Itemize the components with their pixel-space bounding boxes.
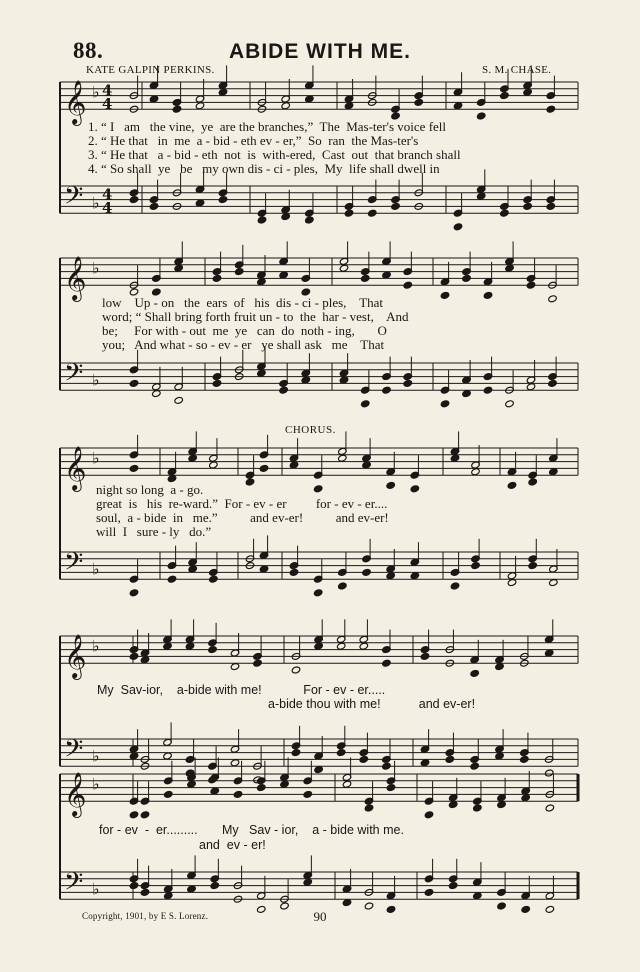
verse-4-line-1: 4. “ So shall ye be my own dis - ci - ples, My life shall dwell in — [88, 161, 440, 176]
note-head — [289, 461, 298, 469]
note-head — [314, 766, 323, 774]
note-head — [368, 209, 377, 217]
note-head — [338, 582, 347, 590]
note-head — [382, 762, 391, 770]
time-signature: 4 — [102, 199, 113, 218]
note-head — [410, 485, 419, 493]
flat-icon: ♭ — [92, 774, 100, 794]
note-head — [257, 784, 266, 792]
note-head — [424, 811, 433, 819]
note-head — [188, 454, 197, 462]
note-head — [359, 755, 368, 763]
note-head — [301, 376, 310, 384]
chorus-line-4-upper: My Sav-ior, a-bide with me! For - ev - er..... — [97, 683, 386, 697]
note-head — [149, 202, 158, 210]
note-head — [257, 216, 266, 224]
note-head — [476, 112, 485, 120]
flat-icon: ♭ — [92, 636, 100, 656]
note-head — [420, 652, 429, 660]
note-head — [313, 485, 322, 493]
note-head — [259, 565, 268, 573]
note-head — [361, 274, 370, 282]
note-head — [305, 216, 314, 224]
note-head — [505, 400, 514, 408]
flat-icon: ♭ — [92, 448, 100, 468]
bass-clef-icon: 𝄢 — [64, 547, 84, 583]
note-head — [471, 468, 480, 476]
note-head — [164, 790, 173, 798]
verse-2-line-2: word; “ Shall bring forth fruit un - to the har - vest, And — [102, 309, 409, 324]
note-head — [210, 787, 219, 795]
note-head — [448, 801, 457, 809]
verse-1-line-1: 1. “ I am the vine, ye are the branches,” The Mas-ter's voice fell — [88, 119, 447, 134]
note-head — [218, 196, 227, 204]
note-head — [420, 759, 429, 767]
note-head — [281, 102, 290, 110]
note-head — [314, 642, 323, 650]
note-head — [500, 209, 509, 217]
chorus-label: CHORUS. — [285, 424, 336, 436]
note-head — [448, 882, 457, 890]
flat-icon: ♭ — [92, 82, 100, 102]
note-head — [544, 769, 553, 777]
note-head — [382, 386, 391, 394]
note-head — [495, 752, 504, 760]
verse-2-line-3: great is his re-ward.” For - ev - er for - ev - er.... — [96, 496, 388, 511]
note-head — [212, 379, 221, 387]
note-head — [129, 652, 138, 660]
note-head — [483, 386, 492, 394]
time-signature: 4 — [102, 185, 113, 204]
note-head — [338, 454, 347, 462]
page-number: 90 — [313, 909, 327, 924]
note-head — [500, 92, 509, 100]
treble-clef-icon: 𝄞 — [64, 446, 87, 491]
note-head — [339, 376, 348, 384]
note-head — [483, 291, 492, 299]
note-head — [526, 281, 535, 289]
note-head — [140, 888, 149, 896]
verse-3-line-1: 3. “ He that a - bid - eth not is with-ered, Cast out that branch shall — [88, 147, 461, 162]
note-head — [279, 386, 288, 394]
note-head — [545, 804, 554, 812]
bass-clef-icon: 𝄢 — [64, 358, 84, 394]
note-head — [548, 379, 557, 387]
note-head — [344, 102, 353, 110]
note-head — [520, 755, 529, 763]
note-head — [209, 575, 218, 583]
note-head — [208, 646, 217, 654]
note-head — [230, 663, 239, 671]
note-head — [129, 196, 138, 204]
verse-3-line-2: be; For with - out me ye can do noth - ing, O — [102, 323, 387, 338]
note-head — [313, 589, 322, 597]
note-head — [473, 892, 482, 900]
note-head — [473, 804, 482, 812]
note-head — [233, 790, 242, 798]
note-head — [470, 762, 479, 770]
note-head — [303, 790, 312, 798]
note-head — [336, 749, 345, 757]
flat-icon: ♭ — [92, 193, 100, 213]
treble-clef-icon: 𝄞 — [64, 80, 87, 125]
note-head — [187, 780, 196, 788]
note-head — [257, 369, 266, 377]
note-head — [195, 199, 204, 207]
note-head — [548, 295, 557, 303]
note-head — [174, 396, 183, 404]
note-head — [546, 202, 555, 210]
note-head — [149, 95, 158, 103]
note-head — [129, 811, 138, 819]
copyright-notice: Copyright, 1901, by E S. Lorenz. — [82, 911, 209, 921]
note-head — [386, 572, 395, 580]
note-head — [257, 278, 266, 286]
note-head — [403, 281, 412, 289]
note-head — [129, 752, 138, 760]
time-signature: 4 — [102, 81, 113, 100]
note-head — [507, 579, 516, 587]
note-head — [289, 568, 298, 576]
note-head — [523, 88, 532, 96]
note-head — [450, 582, 459, 590]
note-head — [497, 801, 506, 809]
note-head — [410, 572, 419, 580]
note-head — [526, 383, 535, 391]
note-head — [212, 274, 221, 282]
chorus-line-4-lower: a-bide thou with me! and ev-er! — [268, 697, 476, 711]
note-head — [505, 264, 514, 272]
note-head — [344, 209, 353, 217]
note-head — [549, 468, 558, 476]
note-head — [462, 274, 471, 282]
flat-icon: ♭ — [92, 879, 100, 899]
note-head — [129, 882, 138, 890]
note-head — [462, 390, 471, 398]
note-head — [336, 642, 345, 650]
note-head — [342, 899, 351, 907]
verse-4-line-2: you; And what - so - ev - er ye shall ask me That — [102, 337, 385, 352]
note-head — [187, 885, 196, 893]
time-signature: 4 — [102, 95, 113, 114]
note-head — [453, 102, 462, 110]
composer-credit: S. M. CHASE. — [482, 64, 552, 76]
note-head — [303, 878, 312, 886]
note-head — [359, 642, 368, 650]
note-head — [445, 755, 454, 763]
note-head — [218, 88, 227, 96]
note-head — [342, 780, 351, 788]
note-head — [339, 264, 348, 272]
note-head — [549, 579, 558, 587]
note-head — [259, 464, 268, 472]
note-head — [234, 268, 243, 276]
verse-1-line-2: low Up - on the ears of his dis - ci - ples, That — [102, 295, 384, 310]
bass-clef-icon: 𝄢 — [64, 867, 84, 903]
hymn-title: ABIDE WITH ME. — [229, 40, 411, 63]
note-head — [129, 379, 138, 387]
note-head — [164, 892, 173, 900]
note-head — [440, 400, 449, 408]
note-head — [382, 659, 391, 667]
note-head — [386, 784, 395, 792]
note-head — [386, 481, 395, 489]
note-head — [440, 291, 449, 299]
note-head — [291, 666, 300, 674]
treble-clef-icon: 𝄞 — [64, 634, 87, 679]
note-head — [495, 663, 504, 671]
note-head — [382, 271, 391, 279]
note-head — [210, 882, 219, 890]
bass-clef-icon: 𝄢 — [64, 181, 84, 217]
note-head — [364, 804, 373, 812]
note-head — [528, 478, 537, 486]
treble-clef-icon: 𝄞 — [64, 256, 87, 301]
note-head — [507, 481, 516, 489]
note-head — [174, 264, 183, 272]
hymn-number: 88. — [73, 38, 104, 63]
note-head — [230, 759, 239, 767]
note-head — [291, 749, 300, 757]
verse-3-line-3: soul, a - bide in me.” and ev-er! and ev-er! — [96, 510, 389, 525]
note-head — [521, 794, 530, 802]
note-head — [471, 562, 480, 570]
note-head — [163, 642, 172, 650]
note-head — [280, 780, 289, 788]
verse-2-line-1: 2. “ He that in me a - bid - eth ev - er,” So ran the Mas-ter's — [88, 133, 419, 148]
note-head — [172, 105, 181, 113]
note-head — [528, 562, 537, 570]
note-head — [546, 105, 555, 113]
flat-icon: ♭ — [92, 258, 100, 278]
note-head — [163, 752, 172, 760]
note-head — [140, 811, 149, 819]
verse-4-line-3: will I sure - ly do.” — [96, 524, 212, 539]
note-head — [362, 568, 371, 576]
note-head — [450, 454, 459, 462]
note-head — [253, 659, 262, 667]
note-head — [523, 202, 532, 210]
note-head — [152, 390, 161, 398]
note-head — [140, 656, 149, 664]
note-head — [281, 213, 290, 221]
flat-icon: ♭ — [92, 559, 100, 579]
note-head — [544, 649, 553, 657]
author-credit: KATE GALPIN PERKINS. — [86, 64, 215, 76]
note-head — [305, 95, 314, 103]
note-head — [470, 669, 479, 677]
note-head — [391, 202, 400, 210]
note-head — [167, 575, 176, 583]
verse-1-line-3: night so long a - go. — [96, 482, 204, 497]
note-head — [279, 271, 288, 279]
chorus-line-5-upper: for - ev - er......... My Sav - ior, a - bide with me. — [99, 823, 404, 837]
note-head — [129, 464, 138, 472]
note-head — [245, 478, 254, 486]
flat-icon: ♭ — [92, 370, 100, 390]
note-head — [209, 461, 218, 469]
note-head — [188, 565, 197, 573]
bass-clef-icon: 𝄢 — [64, 734, 84, 770]
note-head — [361, 400, 370, 408]
flat-icon: ♭ — [92, 746, 100, 766]
chorus-line-5-lower: and ev - er! — [199, 838, 266, 852]
note-head — [185, 642, 194, 650]
note-head — [403, 379, 412, 387]
note-head — [476, 192, 485, 200]
note-head — [424, 888, 433, 896]
note-head — [453, 223, 462, 231]
note-head — [129, 589, 138, 597]
note-head — [195, 102, 204, 110]
note-head — [362, 461, 371, 469]
note-head — [414, 98, 423, 106]
treble-clef-icon: 𝄞 — [64, 772, 87, 817]
